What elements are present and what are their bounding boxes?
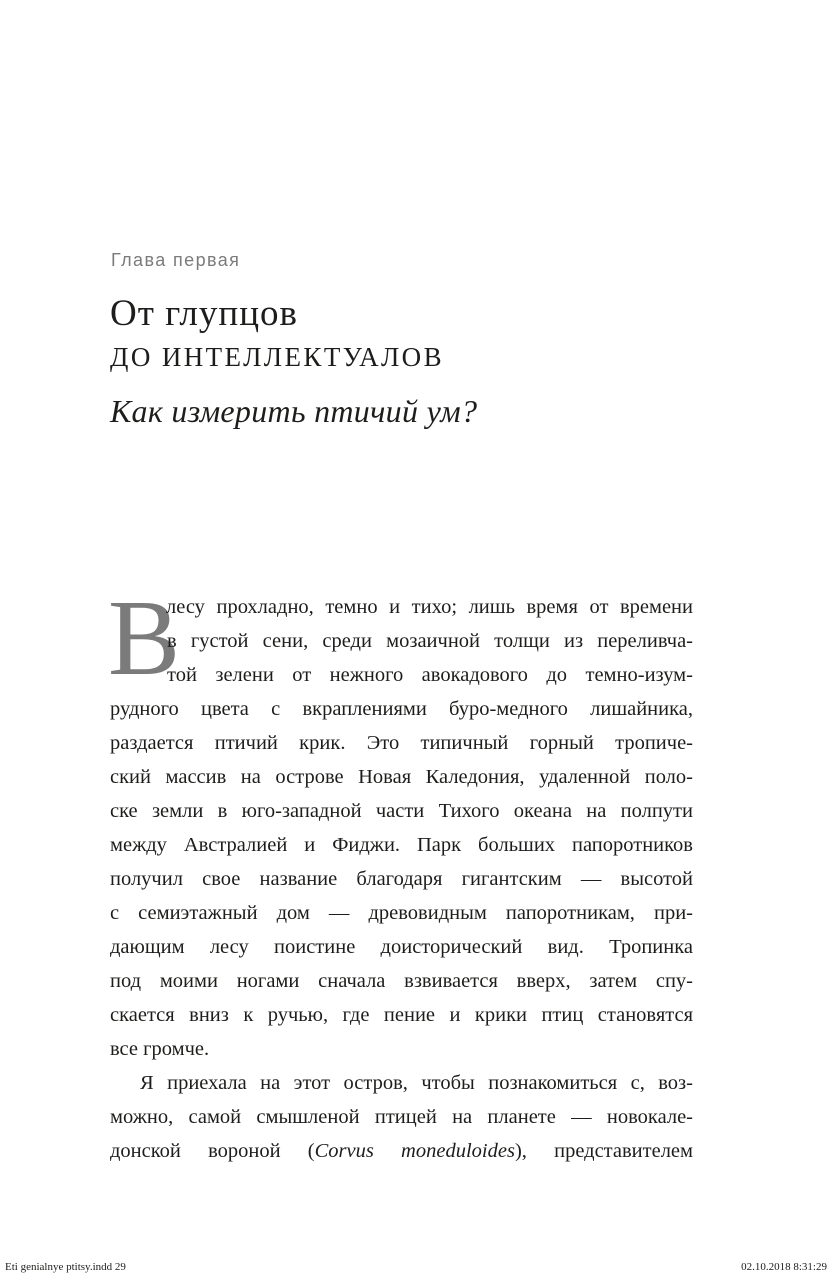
text-line: все громче. xyxy=(110,1038,210,1060)
text-line: ский массив на острове Новая Каледония, удаленной поло- xyxy=(110,766,693,788)
chapter-title: От глупцов xyxy=(110,293,298,334)
text-line: лесу прохладно, темно и тихо; лишь время от времени xyxy=(166,596,693,618)
text-line: дающим лесу поистине доисторический вид. Тропинка xyxy=(110,936,693,958)
text-line: ске земли в юго-западной части Тихого океана на полпути xyxy=(110,800,693,822)
body-text xyxy=(108,579,693,1168)
text-line: под моими ногами сначала взвивается вверх, затем спу- xyxy=(110,970,693,992)
chapter-title-continued: ДО ИНТЕЛЛЕКТУАЛОВ xyxy=(110,342,444,372)
text-fragment: донской вороной ( xyxy=(110,1140,315,1162)
text-line: с семиэтажный дом — древовидным папоротникам, при- xyxy=(110,902,693,924)
text-line: той зелени от нежного авокадового до темно-изум- xyxy=(167,664,693,686)
text-line-with-species xyxy=(110,1134,693,1168)
drop-cap: В xyxy=(108,579,181,698)
text-fragment: ), представителем xyxy=(514,1140,693,1162)
text-line: получил свое название благодаря гигантским — высотой xyxy=(110,868,693,890)
text-line: раздается птичий крик. Это типичный горный тропиче- xyxy=(110,732,693,754)
species-name: Corvus moneduloides xyxy=(314,1140,515,1162)
text-line: Я приехала на этот остров, чтобы познакомиться с, воз- xyxy=(140,1072,693,1094)
chapter-label: Глава первая xyxy=(111,250,241,270)
text-line: в густой сени, среди мозаичной толщи из переливча- xyxy=(167,630,693,652)
footer-timestamp: 02.10.2018 8:31:29 xyxy=(741,1261,827,1273)
chapter-subtitle: Как измерить птичий ум? xyxy=(110,393,478,429)
text-line: между Австралией и Фиджи. Парк больших папоротников xyxy=(110,834,693,856)
text-line: рудного цвета с вкраплениями буро-медного лишайника, xyxy=(110,698,693,720)
footer-file-info: Eti genialnye ptitsy.indd 29 xyxy=(5,1261,126,1273)
text-line: можно, самой смышленой птицей на планете — новокале- xyxy=(110,1106,693,1128)
text-line: скается вниз к ручью, где пение и крики птиц становятся xyxy=(110,1004,693,1026)
